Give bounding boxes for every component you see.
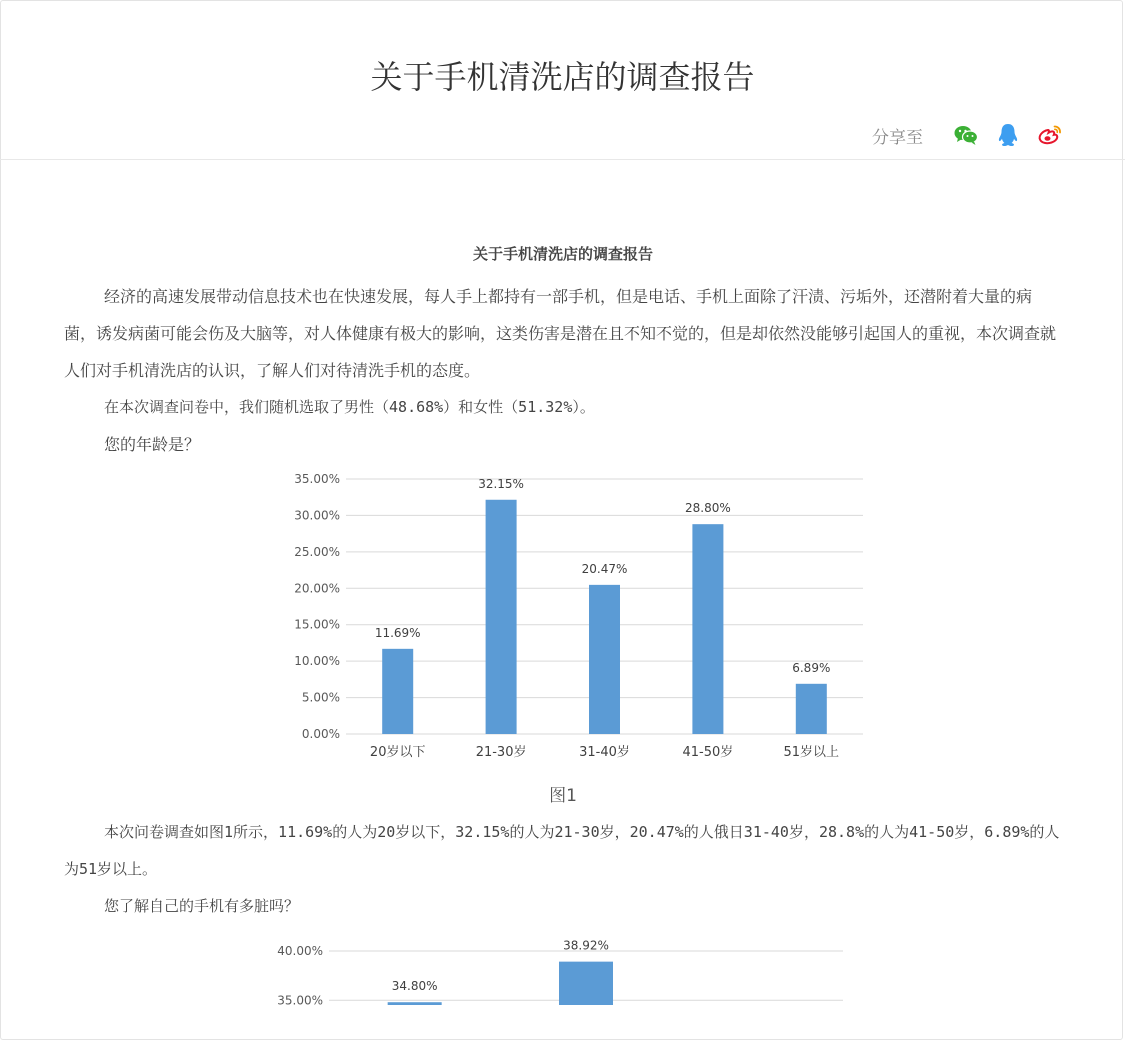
data-label: 28.80% [685,501,731,516]
x-category-label: 21-30岁 [475,745,527,760]
weibo-icon[interactable] [1037,122,1063,148]
bar [388,1002,442,1005]
data-label: 20.47% [581,561,628,576]
x-category-label: 20岁以下 [369,745,426,760]
y-tick-label: 10.00% [294,654,340,669]
y-tick-label: 20.00% [294,581,340,596]
question-age: 您的年龄是？ [104,435,201,454]
y-tick-label: 30.00% [294,508,340,523]
age-bar-chart [64,463,1062,778]
bar [382,649,413,734]
y-tick-label: 35.00% [294,472,340,486]
x-category-label: 51岁以上 [783,745,840,760]
data-label: 38.92% [563,938,609,953]
data-label: 6.89% [792,660,831,675]
data-label: 32.15% [478,476,524,491]
y-tick-label: 0.00% [301,727,340,741]
article-title: 关于手机清洗店的调查报告 [472,245,653,263]
data-label: 11.69% [374,625,421,640]
bar [589,585,620,734]
x-category-label: 31-40岁 [579,745,630,760]
bar [559,962,613,1005]
page-header [0,0,1125,160]
bar [692,524,723,734]
share-label: 分享至 [872,127,923,148]
wechat-icon[interactable] [953,122,979,148]
y-tick-label: 35.00% [277,993,323,1005]
age-chart [64,463,1062,778]
page-title: 关于手机清洗店的调查报告 [370,58,755,96]
article-body [64,240,1062,1005]
dirty-bar-chart [64,925,1062,1005]
question-dirty: 您了解自己的手机有多脏吗？ [104,897,300,915]
y-tick-label: 5.00% [301,690,340,705]
data-label: 34.80% [391,979,438,994]
dirty-chart [64,925,1062,1005]
y-tick-label: 15.00% [294,617,340,632]
qq-icon[interactable] [995,122,1021,148]
y-tick-label: 40.00% [277,944,323,958]
figure-caption: 图1 [549,786,577,806]
bar [486,500,517,734]
age-summary-paragraph: 本次问卷调查如图1所示，11.69%的人为20岁以下，32.15%的人为21-30岁，20.47%的人俄日31-40岁，28.8%的人为41-50岁，6.89%的人为51岁以上。 [64,823,1060,878]
bar [796,684,827,734]
y-tick-label: 25.00% [294,544,340,559]
x-category-label: 41-50岁 [682,745,734,760]
intro-paragraph: 经济的高速发展带动信息技术也在快速发展，每人手上都持有一部手机，但是电话、手机上面除了汗渍、污垢外，还潜附着大量的病菌，诱发病菌可能会伤及大脑等，对人体健康有极大的影响，这类伤害是潜在且不知不觉的，但是却依然没能够引起国人的重视，本次调查就人们对手机清洗店的认识，了解人们对待清洗手机的态度。 [64,287,1057,380]
gender-paragraph: 在本次调查问卷中，我们随机选取了男性（48.68%）和女性（51.32%）。 [104,398,595,416]
share-bar [872,122,1063,148]
